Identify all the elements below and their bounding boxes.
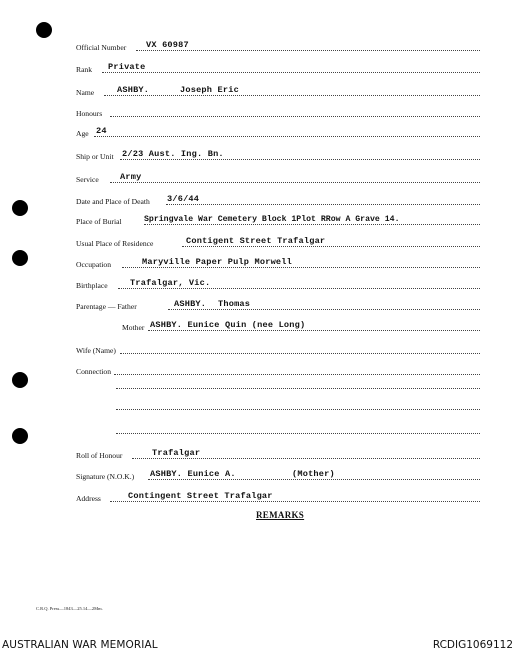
remarks-heading: REMARKS bbox=[256, 510, 305, 520]
address-label: Address bbox=[76, 494, 101, 503]
place-of-burial-label: Place of Burial bbox=[76, 217, 122, 226]
wife-label: Wife (Name) bbox=[76, 346, 116, 355]
father-surname: ASHBY. bbox=[174, 299, 207, 309]
connection-label: Connection bbox=[76, 367, 112, 376]
occupation-value: Maryville Paper Pulp Morwell bbox=[142, 257, 292, 267]
name-surname: ASHBY. bbox=[117, 85, 150, 95]
official-number-label: Official Number bbox=[76, 43, 127, 52]
service-label: Service bbox=[76, 175, 99, 184]
mother-row bbox=[122, 318, 480, 332]
punch-hole bbox=[12, 428, 28, 444]
address-row bbox=[76, 489, 480, 503]
honours-row bbox=[76, 104, 480, 118]
place-of-burial-row bbox=[76, 212, 480, 226]
rank-row bbox=[76, 60, 480, 74]
date-of-death-value: 3/6/44 bbox=[167, 194, 200, 204]
mother-value: ASHBY. Eunice Quin (nee Long) bbox=[150, 320, 306, 330]
father-row bbox=[76, 297, 480, 311]
address-value: Contingent Street Trafalgar bbox=[128, 491, 273, 501]
age-label: Age bbox=[76, 129, 89, 138]
archive-name: AUSTRALIAN WAR MEMORIAL bbox=[2, 639, 158, 651]
age-row bbox=[76, 124, 480, 138]
wife-row bbox=[76, 341, 480, 355]
official-number-row bbox=[76, 38, 480, 52]
father-given: Thomas bbox=[218, 299, 251, 309]
residence-row bbox=[76, 234, 480, 248]
connection-line bbox=[116, 388, 480, 389]
residence-label: Usual Place of Residence bbox=[76, 239, 154, 248]
punch-hole bbox=[12, 372, 28, 388]
honours-label: Honours bbox=[76, 109, 103, 118]
father-label: Parentage — Father bbox=[76, 302, 137, 311]
punch-hole bbox=[12, 250, 28, 266]
residence-value: Contigent Street Trafalgar bbox=[186, 236, 326, 246]
connection-row bbox=[76, 362, 480, 376]
roll-of-honour-label: Roll of Honour bbox=[76, 451, 123, 460]
occupation-label: Occupation bbox=[76, 260, 112, 269]
signature-value: ASHBY. Eunice A. bbox=[150, 469, 236, 479]
connection-line bbox=[116, 433, 480, 434]
date-of-death-label: Date and Place of Death bbox=[76, 197, 150, 206]
punch-hole bbox=[12, 200, 28, 216]
place-of-burial-value: Springvale War Cemetery Block 1Plot RRow A Grave 14. bbox=[144, 215, 400, 224]
record-id: RCDIG1069112 bbox=[432, 639, 513, 651]
punch-hole bbox=[36, 22, 52, 38]
rank-value: Private bbox=[108, 62, 146, 72]
signature-row bbox=[76, 467, 480, 481]
roll-of-honour-value: Trafalgar bbox=[152, 448, 201, 458]
birthplace-row bbox=[76, 276, 480, 290]
name-given: Joseph Eric bbox=[180, 85, 239, 95]
roll-of-honour-row bbox=[76, 446, 480, 460]
occupation-row bbox=[76, 255, 480, 269]
mother-label: Mother bbox=[122, 323, 145, 332]
service-value: Army bbox=[120, 172, 142, 182]
signature-label: Signature (N.O.K.) bbox=[76, 472, 135, 481]
official-number-value: VX 60987 bbox=[146, 40, 189, 50]
age-value: 24 bbox=[96, 126, 107, 136]
unit-row bbox=[76, 147, 480, 161]
connection-line bbox=[116, 409, 480, 410]
birthplace-label: Birthplace bbox=[76, 281, 108, 290]
date-of-death-row bbox=[76, 192, 480, 206]
birthplace-value: Trafalgar, Vic. bbox=[130, 278, 211, 288]
name-label: Name bbox=[76, 88, 95, 97]
unit-label: Ship or Unit bbox=[76, 152, 114, 161]
name-row bbox=[76, 83, 480, 97]
form-code: C.R.Q. Press—1843—25.14—2Mm. bbox=[36, 606, 103, 611]
unit-value: 2/23 Aust. Ing. Bn. bbox=[122, 149, 224, 159]
service-row bbox=[76, 170, 480, 184]
signature-relation: (Mother) bbox=[292, 469, 335, 479]
rank-label: Rank bbox=[76, 65, 93, 74]
